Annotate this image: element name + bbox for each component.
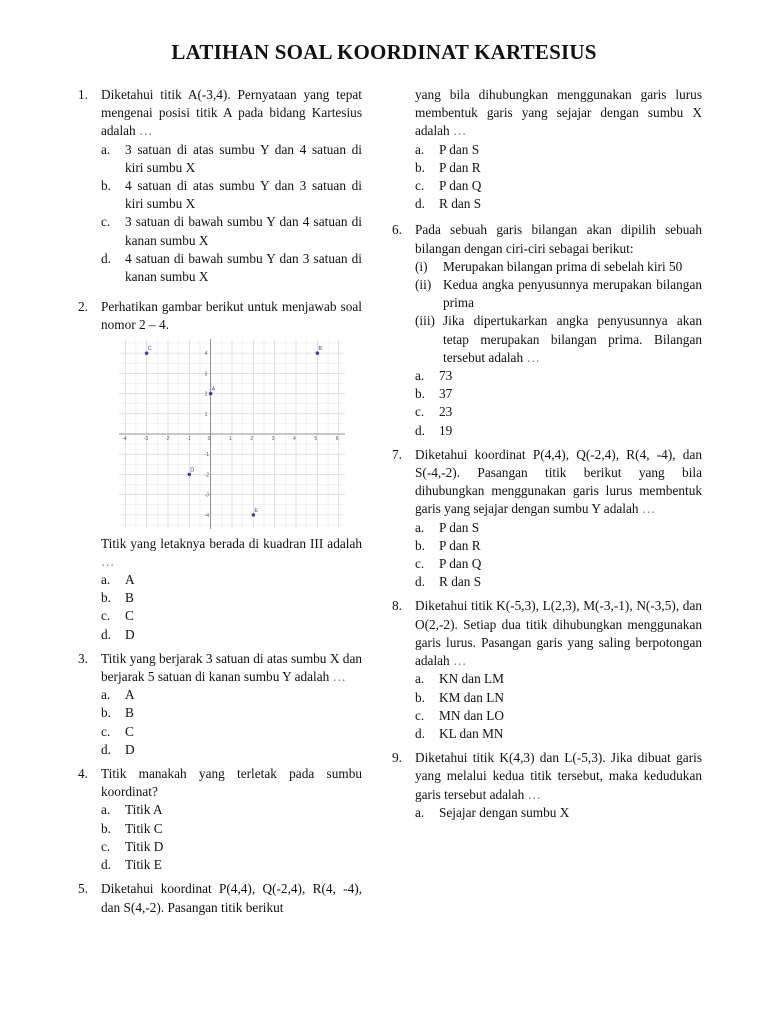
y-tick-label: 4 (204, 350, 208, 357)
x-tick-labels (122, 436, 338, 442)
option-b: b. Titik C (101, 820, 163, 836)
question-3 (78, 650, 362, 759)
y-tick-label: -1 (204, 451, 210, 458)
question-6 (392, 221, 702, 439)
point-label-e: E (254, 507, 259, 514)
statement-i: (i) Merupakan bilangan prima di sebelah kiri 50 (415, 258, 683, 274)
question-number: 9. (392, 750, 402, 766)
option-d: d. D (101, 741, 135, 757)
option-d: d. 19 (415, 422, 453, 438)
option-d: d. R dan S (415, 196, 482, 212)
option-c: c. P dan Q (415, 178, 482, 194)
question-stem: Titik yang letaknya berada di kuadran III adalah … (101, 535, 362, 569)
x-tick-label: -1 (186, 435, 191, 442)
x-tick-label: -4 (122, 435, 127, 442)
question-stem: Pada sebuah garis bilangan akan dipilih sebuah bilangan dengan ciri-ciri sebagai berikut: (415, 222, 702, 256)
x-tick-label: 6 (335, 435, 339, 442)
x-tick-label: 0 (207, 435, 211, 442)
question-number: 3. (78, 650, 88, 666)
question-7 (392, 446, 702, 592)
y-tick-label: 2 (204, 391, 208, 398)
page-title: LATIHAN SOAL KOORDINAT KARTESIUS (171, 40, 597, 64)
y-tick-label: -3 (204, 492, 210, 499)
option-a: a. 3 satuan di atas sumbu Y dan 4 satuan di kiri sumbu X (101, 141, 362, 175)
question-9 (392, 749, 702, 822)
question-stem: Diketahui titik A(-3,4). Pernyataan yang tepat mengenai posisi titik A pada bidang Kartesius adalah … (101, 87, 362, 139)
question-number: 6. (392, 222, 402, 238)
question-stem: Titik manakah yang terletak pada sumbu koordinat? (101, 766, 362, 800)
left-column (78, 86, 362, 923)
question-number: 2. (78, 299, 88, 315)
option-d: d. R dan S (415, 574, 482, 590)
option-a: a. A (101, 687, 135, 703)
question-8 (392, 597, 702, 743)
option-d: d. D (101, 626, 135, 642)
point-label-a: A (211, 386, 216, 393)
question-number: 8. (392, 598, 402, 614)
x-tick-label: -2 (164, 435, 170, 442)
option-d: d. KL dan MN (415, 725, 504, 741)
x-tick-label: 1 (229, 435, 232, 442)
x-tick-label: -3 (143, 435, 149, 442)
y-tick-label: -2 (204, 472, 210, 479)
option-c: c. MN dan LO (415, 707, 504, 723)
option-c: c. C (101, 723, 134, 739)
x-tick-label: 2 (250, 435, 254, 442)
option-a: a. KN dan LM (415, 671, 504, 687)
option-b: b. KM dan LN (415, 689, 504, 705)
question-stem: Diketahui koordinat P(4,4), Q(-2,4), R(4, -4), dan S(-4,-2). Pasangan titik berikut yang bila dihubungkan menggunakan garis lurus membentuk garis yang sejajar dengan sumbu Y adalah … (415, 446, 702, 517)
point-label-d: D (190, 467, 195, 474)
option-a: a. 73 (415, 368, 453, 384)
option-d: d. Titik E (101, 857, 162, 873)
option-c: c. 23 (415, 404, 453, 420)
question-stem: Diketahui titik K(-5,3), L(2,3), M(-3,-1), N(-3,5), dan O(2,-2). Setiap dua titik dihubungkan menggunakan garis lurus. Pasangan garis yang saling berpotongan adalah … (415, 598, 702, 669)
question-stem: Diketahui titik K(4,3) dan L(-5,3). Jika dibuat garis yang melalui kedua titik tersebut, maka kedudukan garis tersebut adalah … (415, 750, 702, 802)
option-b: b. P dan R (415, 537, 481, 553)
question-5 (78, 880, 362, 916)
option-b: b. B (101, 705, 134, 721)
option-a: a. A (101, 572, 135, 588)
x-tick-label: 5 (314, 435, 318, 442)
question-5-continued (392, 86, 702, 213)
cartesian-graph (119, 339, 345, 529)
question-number: 5. (78, 881, 88, 897)
option-c: c. P dan Q (415, 556, 482, 572)
question-number: 1. (78, 87, 88, 102)
question-number: 4. (78, 766, 88, 782)
option-b: b. 37 (415, 386, 453, 402)
option-a: a. P dan S (415, 141, 480, 157)
option-b: b. B (101, 590, 134, 606)
statement-iii: (iii) Jika dipertukarkan angka penyusunnya akan tetap merupakan bilangan prima. Bilangan tersebut adalah … (415, 313, 702, 365)
question-stem-part1: Diketahui koordinat P(4,4), Q(-2,4), R(4, -4), dan S(4,-2). Pasangan titik berikut (101, 881, 362, 915)
question-4 (78, 765, 362, 874)
question-intro: Perhatikan gambar berikut untuk menjawab soal nomor 2 – 4. (101, 299, 362, 333)
point-label-c: C (147, 345, 152, 352)
y-tick-label: 1 (204, 411, 208, 418)
point-label-b: B (318, 345, 323, 352)
question-stem: Titik yang berjarak 3 satuan di atas sumbu X dan berjarak 5 satuan di kanan sumbu Y adalah … (101, 650, 362, 685)
option-b: b. 4 satuan di atas sumbu Y dan 3 satuan di kiri sumbu X (101, 178, 362, 212)
option-c: c. C (101, 608, 134, 624)
option-b: b. P dan R (415, 159, 481, 175)
question-stem-part2: yang bila dihubungkan menggunakan garis lurus membentuk garis yang sejajar dengan sumbu X adalah … (415, 87, 702, 139)
x-tick-label: 4 (293, 435, 296, 442)
y-tick-label: -4 (204, 512, 210, 519)
y-tick-label: 3 (204, 370, 208, 377)
question-number: 7. (392, 446, 402, 462)
statement-ii: (ii) Kedua angka penyusunnya merupakan bilangan prima (415, 277, 702, 311)
option-a: a. Titik A (101, 802, 163, 818)
right-column (392, 86, 702, 828)
option-a: a. Sejajar dengan sumbu X (415, 804, 570, 820)
y-tick-labels (205, 351, 210, 519)
option-c: c. 3 satuan di bawah sumbu Y dan 4 satuan di kanan sumbu X (101, 214, 362, 248)
question-2 (78, 298, 362, 644)
option-a: a. P dan S (415, 519, 480, 535)
option-c: c. Titik D (101, 838, 164, 854)
x-tick-label: 3 (271, 435, 275, 442)
question-1 (78, 86, 362, 286)
option-d: d. 4 satuan di bawah sumbu Y dan 3 satuan di kanan sumbu X (101, 250, 362, 285)
